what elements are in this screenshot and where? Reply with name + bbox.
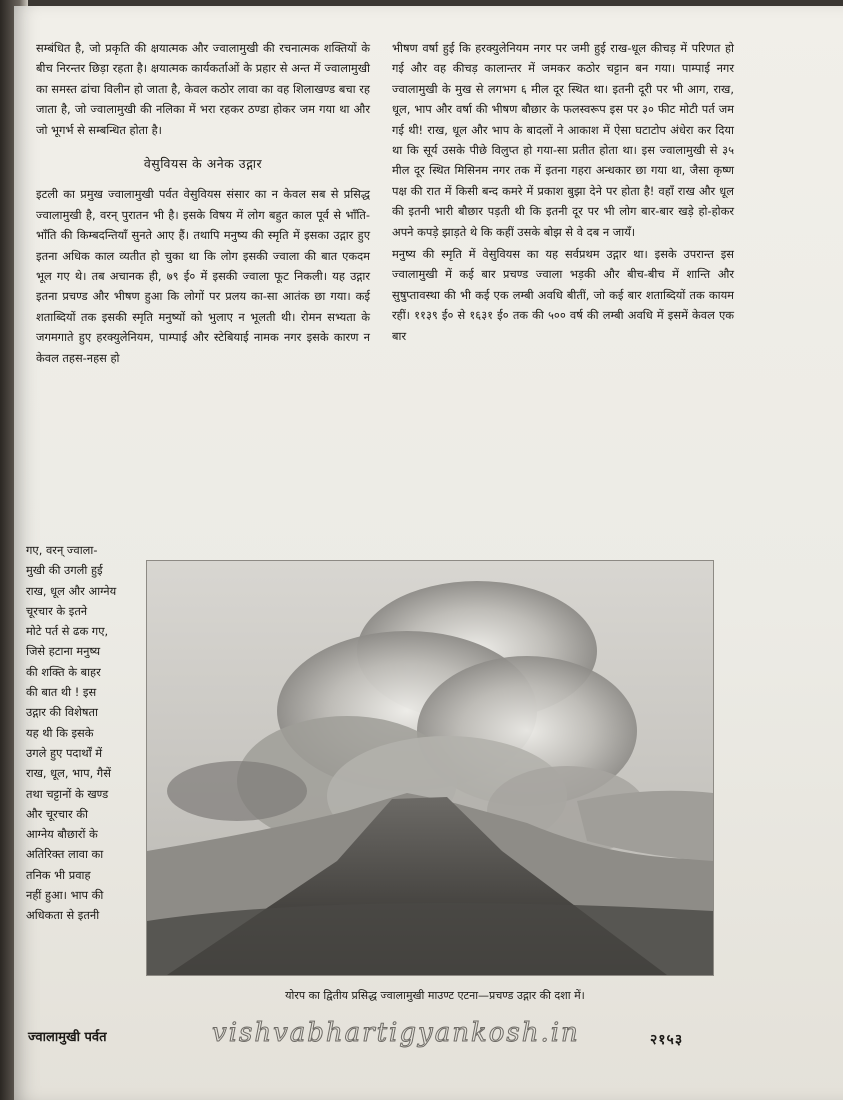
narrow-line: यह थी कि इसके [26, 725, 94, 740]
narrow-line: चूरचार के इतने [26, 603, 88, 618]
right-paragraph-2: मनुष्य की स्मृति में वेसुवियस का यह सर्वप्रथम उद्गार था। इसके उपरान्त इस ज्वालामुखी में कई बार प्रचण्ड ज्वाला भड़की और बीच-बीच में शान्ति और सुषुप्तावस्था की भी कई एक लम्बी अवधि बीतीं, जो कई बार शताब्दियों तक कायम रहीं। ११३९ ई० से १६३१ ई० तक की ५०० वर्ष की लम्बी अवधि में इसमें केवल एक बार [392, 247, 734, 343]
right-text-column [392, 38, 734, 348]
narrow-line: तथा चट्टानों के खण्ड [26, 786, 109, 801]
volcano-illustration [147, 561, 713, 975]
narrow-line: नहीं हुआ। भाप की [26, 888, 104, 903]
narrow-line: आग्नेय बौछारों के [26, 827, 98, 842]
narrow-line: राख, धूल और आग्नेय [26, 583, 117, 598]
narrow-line: जिसे हटाना मनुष्य [26, 644, 101, 659]
section-heading: वेसुवियस के अनेक उद्गार [143, 156, 263, 172]
narrow-line: तनिक भी प्रवाह [26, 867, 91, 882]
watermark-text: vishvabhartigyankosh.in [212, 1018, 580, 1048]
narrow-line: मोटे पर्त से ढक गए, [26, 624, 109, 639]
narrow-line: गए, वरन् ज्वाला- [26, 543, 98, 557]
left-text-column [36, 38, 370, 370]
narrow-line: अतिरिक्त लावा का [26, 847, 104, 862]
narrow-line: की शक्ति के बाहर [26, 664, 101, 679]
volcano-photo [146, 560, 714, 976]
left-paragraph-2: इटली का प्रमुख ज्वालामुखी पर्वत वेसुवियस संसार का न केवल सब से प्रसिद्ध ज्वालामुखी है, वरन् पुरातन भी है। इसके विषय में लोग बहुत काल पूर्व से भाँति-भाँति की किम्बदन्तियाँ सुनते आए हैं। तथापि मनुष्य की स्मृति में इसका उद्गार हुए इतना अधिक काल व्यतीत हो चुका था कि लोग इसकी ज्वाला की बात एकदम भूल गए थे। तब अचानक ही, ७९ ई० में इसकी ज्वाला फूट निकली। यह उद्गार इतना प्रचण्ड और भीषण हुआ कि लोगों पर प्रलय का-सा आतंक छा गया। कई शताब्दियों तक इसकी स्मृति मनुष्यों को भुलाए न भूलती थी। रोमन सभ्यता के जगमगाते हुए हरक्युलेनियम, पाम्पाई और स्टेबियाई नामक नगर इसके कारण न केवल तहस-नहस हो [36, 187, 370, 365]
left-paragraph-1: सम्बंधित है, जो प्रकृति की क्षयात्मक और ज्वालामुखी की रचनात्मक शक्तियों के बीच निरन्तर छिड़ा रहता है। क्षयात्मक कार्यकर्ताओं के प्रहार से अन्त में ज्वालामुखी का समस्त ढांचा विलीन हो जाता है, केवल कठोर लावा का वह शिलाखण्ड बचा रह जाता है, जो ज्वालामुखी की नलिका में भरा रहकर ठण्डा होकर जम गया था और जो भूगर्भ से सम्बन्धित होता है। [36, 41, 370, 137]
narrow-line: उद्गार की विशेषता [26, 705, 98, 720]
narrow-line: और चूरचार की [26, 806, 88, 821]
narrow-line: राख, धूल, भाप, गैसें [26, 766, 111, 781]
figure-caption: योरप का द्वितीय प्रसिद्ध ज्वालामुखी माउण्ट एटना—प्रचण्ड उद्गार की दशा में। [285, 989, 585, 1002]
narrow-text-column [26, 540, 144, 926]
narrow-line: की बात थी ! इस [26, 685, 97, 700]
right-paragraph-1: भीषण वर्षा हुई कि हरक्युलेनियम नगर पर जमी हुई राख-धूल कीचड़ में परिणत हो गई और वह कीचड़ कालान्तर में जमकर कठोर चट्टान बन गया। पाम्पाई नगर ज्वालामुखी के मुख से लगभग ६ मील दूर स्थित था। इतनी दूरी पर भी आग, राख, धूल, भाप और वर्षा की भीषण बौछार के फलस्वरूप इस पर ३० फीट मोटी पर्त जम गई थी! राख, धूल और भाप के बादलों ने आकाश में ऐसा घटाटोप अंधेरा कर दिया था कि सूर्य उसके पीछे विलुप्त हो गया-सा प्रतीत होता था। इस ज्वालामुखी से ३५ मील दूर स्थित मिसिनम नगर तक में इतना गहरा अन्धकार छा गया था, जैसा कृष्ण पक्ष की रात में किसी बन्द कमरे में प्रकाश बुझा देने पर होता है! वहाँ राख और धूल की इतनी भारी बौछार पड़ती थी कि इतनी दूर पर भी लोग बार-बार खड़े हो-होकर अपने कपड़े झाड़ते थे कि कहीं उसके बोझ से वे दब न जायँ। [392, 41, 734, 239]
running-footer-title: ज्वालामुखी पर्वत [28, 1030, 107, 1045]
narrow-line: उगले हुए पदार्थों में [26, 745, 103, 760]
narrow-line: मुखी की उगली हुई [26, 563, 103, 578]
narrow-line: अधिकता से इतनी [26, 908, 100, 923]
page-number: २१५३ [650, 1032, 684, 1048]
